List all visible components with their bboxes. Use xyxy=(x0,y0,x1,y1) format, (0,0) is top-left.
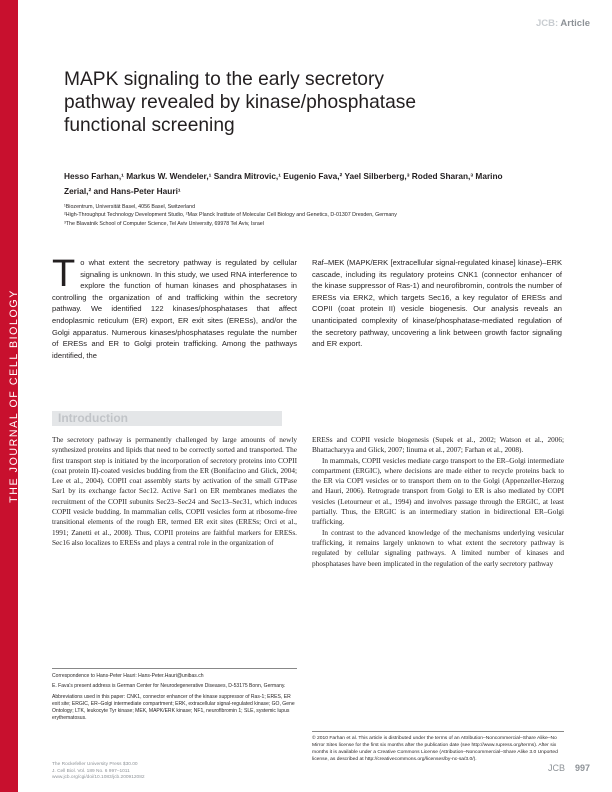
intro-column-2 xyxy=(312,435,564,569)
journal-sidebar-title: THE JOURNAL OF CELL BIOLOGY xyxy=(8,289,20,503)
page-number: 997 xyxy=(574,763,590,773)
abstract xyxy=(52,253,562,387)
intro-paragraph: The secretory pathway is permanently challenged by large amounts of newly synthesized proteins and lipids that need to be correctly sorted and transported. The first transport step is initiated by the incorporation of secretory proteins into COPII (coat protein II)-coated vesicles budding from the ER (Bonifacino and Glick, 2004; Lee et al., 2004). COPII coat assembly starts by activation of the small GTPase Sar1 by its exchange factor Sec12. Active Sar1 on ER membranes mediates the recruitment of the COPII subunits Sec23–Sec24 and Sec13–Sec31, which induces COPII vesicle budding. In mammalian cells, COPII vesicles form at ribosome-free transitional elements of the rough ER, termed ER exit sites (ERESs; Orci et al., 1991; Zanetti et al., 2008). Thus, COPII proteins are faithful markers for ERESs. Sec16 also localizes to ERESs and plays a central role in the organization of xyxy=(52,436,297,547)
license-note: © 2010 Farhan et al. This article is distributed under the terms of an Attribution–Noncommercial–Share Alike–No Mirror Sites license for the first six months after the publication date (see http://www.rupress.org/terms). After six months it is available under a Creative Commons License (Attribution–Noncommercial–Share Alike 3.0 Unported license, as described at http://creativecommons.org/licenses/by-nc-sa/3.0/). xyxy=(312,736,558,763)
affiliations xyxy=(64,203,534,228)
intro-column-1 xyxy=(52,435,297,548)
publication-info xyxy=(52,762,145,782)
affiliation-2: ²High-Throughput Technology Development Studio, ²Max Planck Institute of Molecular Cell Biology and Genetics, D-01307 Dresden, Germany xyxy=(64,212,397,219)
author-list: Hesso Farhan,¹ Markus W. Wendeler,¹ Sandra Mitrovic,¹ Eugenio Fava,² Yael Silberberg,³ Roded Sharan,³ Marino Zerial,² and Hans-Peter Hauri¹ xyxy=(64,171,503,196)
abstract-column-1 xyxy=(52,253,297,361)
section-heading-introduction: Introduction xyxy=(58,411,128,425)
article-type: Article xyxy=(560,18,590,29)
correspondence-note: Correspondence to Hans-Peter Hauri: Hans-Peter.Hauri@unibas.ch xyxy=(52,673,204,679)
intro-paragraph: ERESs and COPII vesicle biogenesis (Supek et al., 2002; Watson et al., 2006; Bhattacharyya and Glick, 2007; Iinuma et al., 2007; Farhan et al., 2008). xyxy=(312,436,564,455)
drop-cap: T xyxy=(52,253,76,295)
affiliation-3: ³The Blavatnik School of Computer Science, Tel Aviv University, 69978 Tel Aviv, Israel xyxy=(64,220,264,227)
footer-journal: JCB xyxy=(547,763,565,773)
journal-abbrev: JCB xyxy=(535,18,555,29)
abstract-text-1: o what extent the secretory pathway is regulated by cellular signaling is unknown. In this study, we used RNA interference to explore the function of human kinases and phosphatases in controlling the organization of and trafficking within the secretory pathway. We identified 122 kinases/phosphatases that affect endoplasmic reticulum (ER) export, ER exit sites (ERESs), and/or the Golgi apparatus. Numerous kinases/phosphatases regulate the number of ERESs and ER to Golgi protein trafficking. Among the pathways identified, the xyxy=(52,258,297,360)
doi-line: www.jcb.org/cgi/doi/10.1083/jcb.200912082 xyxy=(52,775,145,780)
citation-line: J. Cell Biol. Vol. 189 No. 6 997–1011 xyxy=(52,768,130,774)
intro-paragraph: In contrast to the advanced knowledge of the mechanisms underlying vesicular trafficking, it remains largely unknown to what extent the secretory pathway is regulated by cellular signaling pathways. A limited number of kinases and phosphatases have been implicated in the regulation of the early secretory pathway xyxy=(312,528,564,568)
present-address-note: E. Fava's present address is German Center for Neurodegenerative Diseases, D-53175 Bonn, Germany. xyxy=(52,683,286,690)
page-footer xyxy=(548,763,590,773)
license-divider xyxy=(312,731,564,732)
intro-paragraph: In mammals, COPII vesicles mediate cargo transport to the ER–Golgi intermediate compartment (ERGIC), where decisions are made either to recycle proteins back to the ER via COPI vesicles or to transport them on to the Golgi (Appenzeller-Herzog and Hauri, 2006). Retrograde transport from Golgi to ER is also mediated by COPI vesicles (Letourneur et al., 1994) and involves passage through the ERGIC, at least partially. Thus, the ERGIC is an intermediary station in bidirectional ER–Golgi trafficking. xyxy=(312,456,564,527)
abstract-column-2: Raf–MEK (MAPK/ERK [extracellular signal-regulated kinase] kinase)–ERK cascade, including its regulatory proteins CNK1 (connector enhancer of the kinase suppressor of Ras-1) and neurofibromin, controls the number of ERESs via ERK2, which targets Sec16, a key regulator of ERESs and COPII (coat protein II) vesicle biogenesis. Our analysis reveals an unanticipated complexity of kinase/phosphatase-mediated regulation of the secretory pathway, uncovering a link between growth factor signaling and ER export. xyxy=(312,258,562,349)
footnote-divider xyxy=(52,668,297,669)
label-separator: : xyxy=(554,18,559,29)
article-type-label xyxy=(536,18,590,29)
footnotes xyxy=(52,673,298,725)
abbreviations-note: Abbreviations used in this paper: CNK1, connector enhancer of the kinase suppressor of Ras-1; ERES, ER exit site; ERGIC, ER–Golgi intermediate compartment; ERK, extracellular signal-regulated kinase; GO, Gene Ontology; LTK, leukocyte Tyr kinase; MEK, MAPK/ERK kinase; NF1, neurofibromin 1; SLE, systemic lupus erythematosus. xyxy=(52,693,295,722)
publisher-line: The Rockefeller University Press $30.00 xyxy=(52,762,138,767)
article-title: MAPK signaling to the early secretory pathway revealed by kinase/phosphatase functional screening xyxy=(64,69,417,136)
affiliation-1: ¹Biozentrum, Universität Basel, 4056 Basel, Switzerland xyxy=(64,204,196,210)
